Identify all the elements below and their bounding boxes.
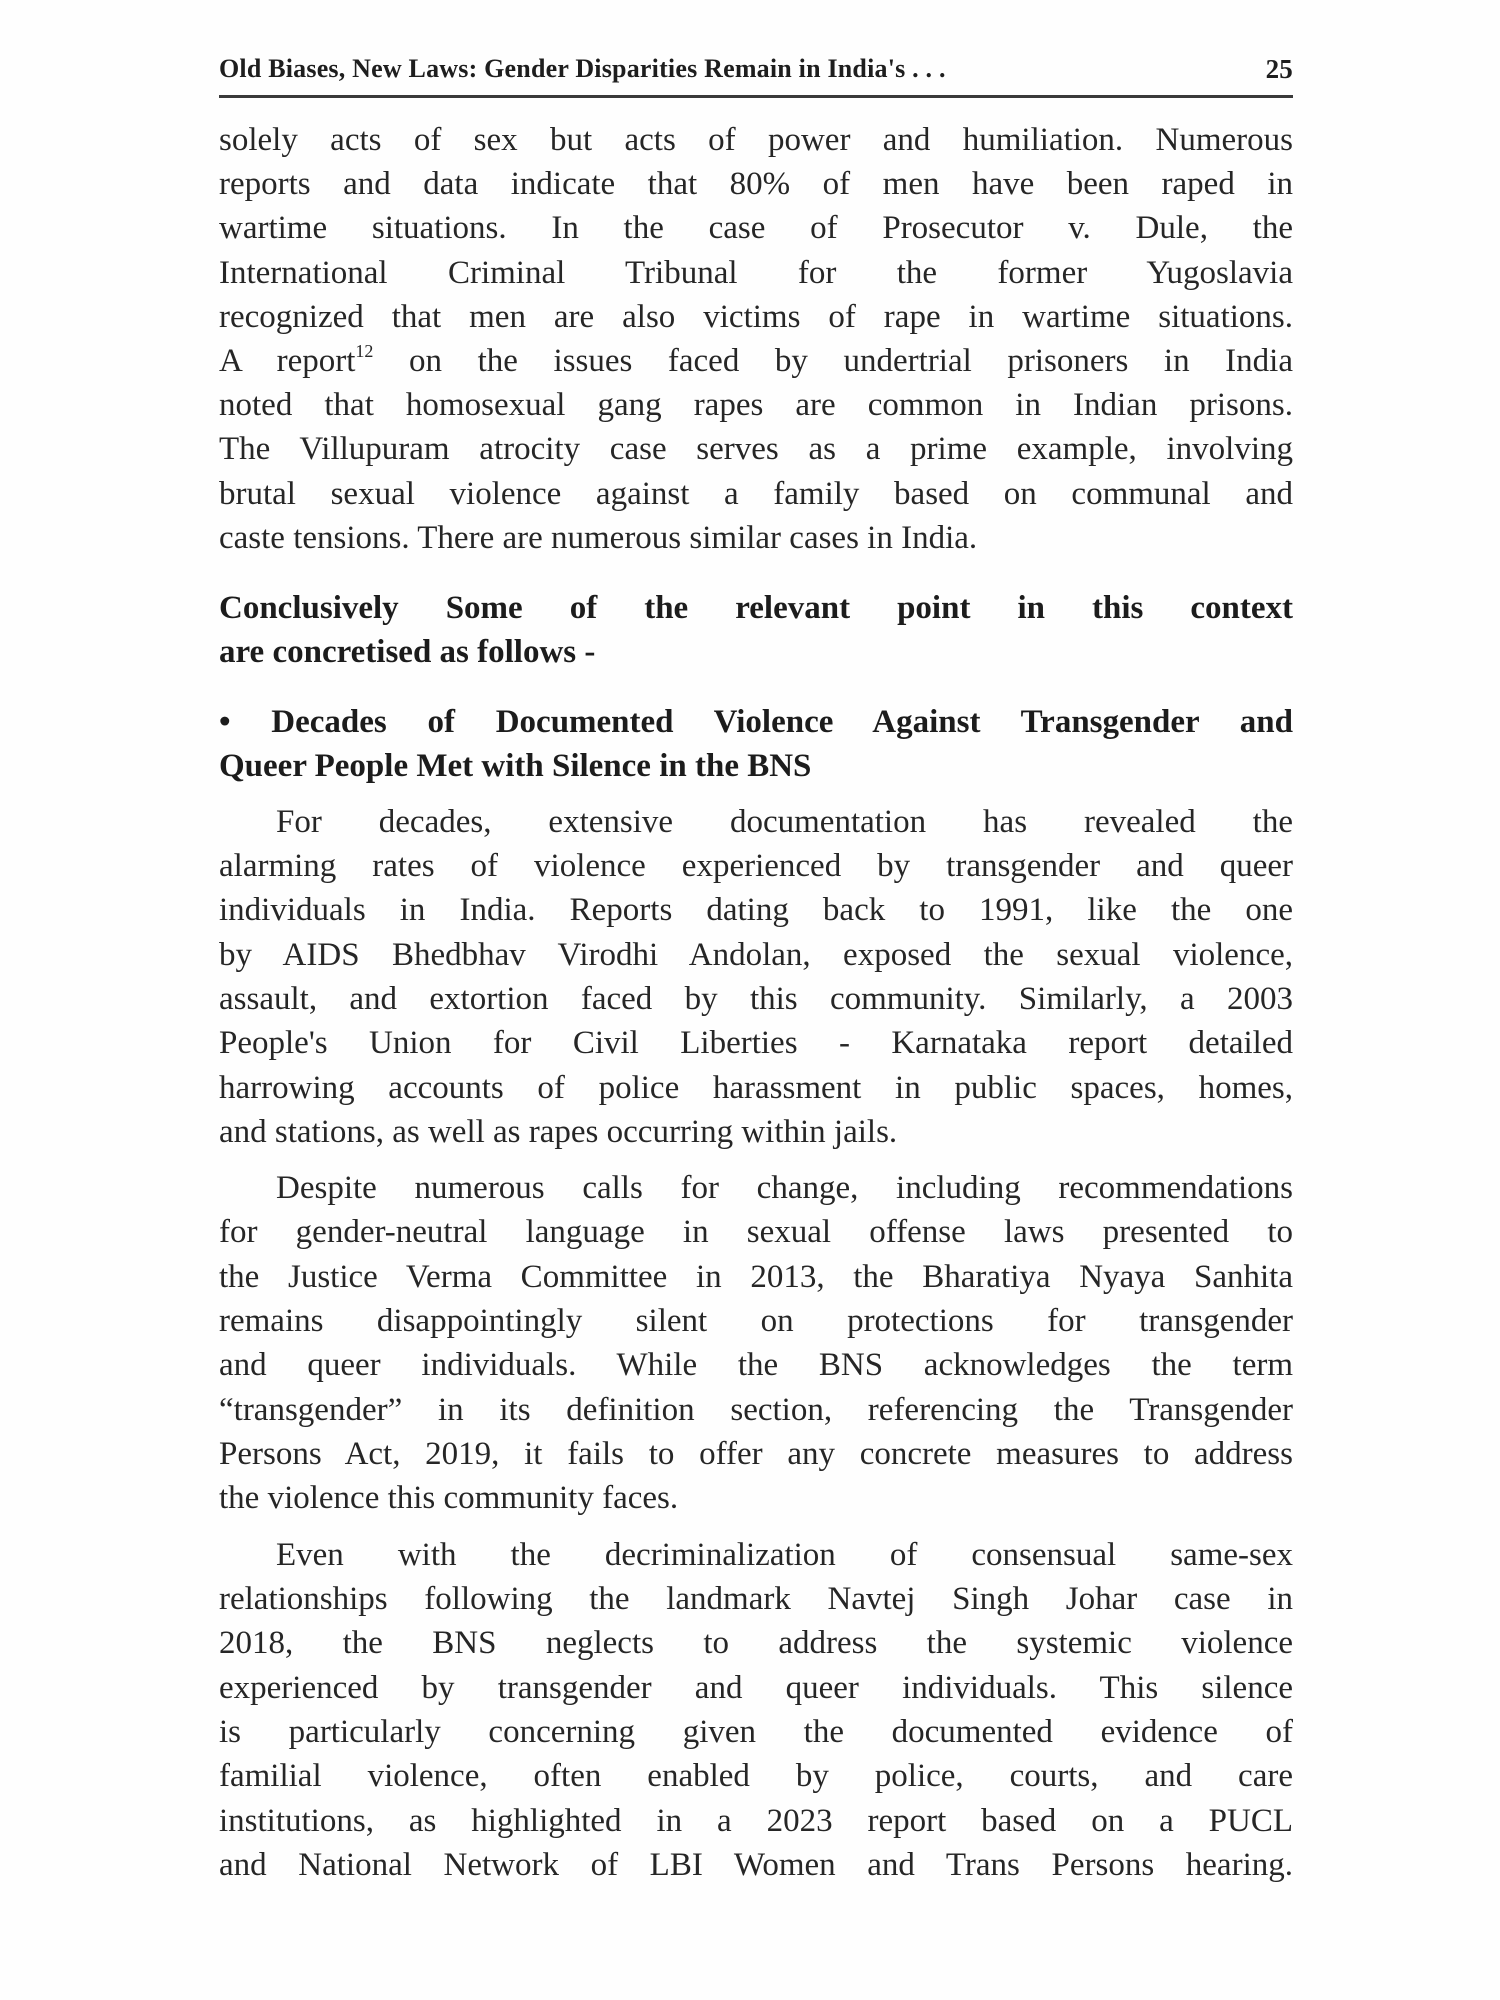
text-line: the violence this community faces.: [219, 1480, 679, 1516]
running-head-title: Old Biases, New Laws: Gender Disparities Remain in India's . . .: [219, 54, 946, 83]
text-line: and stations, as well as rapes occurring within jails.: [219, 1114, 898, 1150]
text-line: 2018, the BNS neglects to address the systemic violence: [219, 1625, 1293, 1661]
text-line: harrowing accounts of police harassment in public spaces, homes,: [219, 1070, 1293, 1106]
text-line: institutions, as highlighted in a 2023 report based on a PUCL: [219, 1803, 1293, 1839]
text-fragment: A report: [219, 343, 356, 379]
heading-line: are concretised as follows -: [219, 634, 596, 670]
text-line: experienced by transgender and queer individuals. This silence: [219, 1670, 1293, 1706]
text-line: assault, and extortion faced by this community. Similarly, a 2003: [219, 981, 1293, 1017]
text-fragment: on the issues faced by undertrial prisoners in India: [408, 343, 1293, 379]
text-line: solely acts of sex but acts of power and humiliation. Numerous: [219, 122, 1293, 158]
text-line: Even with the decriminalization of consensual same-sex: [276, 1537, 1293, 1573]
text-line: recognized that men are also victims of rape in wartime situations.: [219, 299, 1293, 335]
text-line: brutal sexual violence against a family based on communal and: [219, 476, 1293, 512]
text-fragment: Decades of Documented Violence Against Transgender and: [271, 704, 1293, 740]
text-line: The Villupuram atrocity case serves as a prime example, involving: [219, 431, 1293, 467]
text-line: and National Network of LBI Women and Trans Persons hearing.: [219, 1847, 1293, 1883]
text-line: alarming rates of violence experienced by transgender and queer: [219, 848, 1293, 884]
heading-line: Conclusively Some of the relevant point in this context: [219, 590, 1293, 626]
text-line: For decades, extensive documentation has revealed the: [276, 804, 1293, 840]
text-line: People's Union for Civil Liberties - Karnataka report detailed: [219, 1025, 1293, 1061]
text-line: relationships following the landmark Navtej Singh Johar case in: [219, 1581, 1293, 1617]
heading-line: [219, 700, 1293, 744]
running-head: [219, 54, 1293, 88]
heading-line: Queer People Met with Silence in the BNS: [219, 748, 812, 784]
page-number: 25: [1265, 54, 1293, 84]
text-line: International Criminal Tribunal for the former Yugoslavia: [219, 255, 1293, 291]
bullet-icon: •: [219, 704, 231, 740]
text-line: [219, 339, 1293, 383]
text-line: for gender-neutral language in sexual offense laws presented to: [219, 1214, 1293, 1250]
text-line: the Justice Verma Committee in 2013, the Bharatiya Nyaya Sanhita: [219, 1259, 1293, 1295]
header-rule: [219, 95, 1293, 98]
footnote-reference[interactable]: 12: [355, 341, 374, 361]
text-line: Despite numerous calls for change, including recommendations: [276, 1170, 1293, 1206]
text-line: wartime situations. In the case of Prosecutor v. Dule, the: [219, 210, 1293, 246]
text-line: Persons Act, 2019, it fails to offer any concrete measures to address: [219, 1436, 1293, 1472]
text-line: remains disappointingly silent on protections for transgender: [219, 1303, 1293, 1339]
text-line: noted that homosexual gang rapes are common in Indian prisons.: [219, 387, 1293, 423]
text-line: by AIDS Bhedbhav Virodhi Andolan, exposed the sexual violence,: [219, 937, 1293, 973]
text-line: familial violence, often enabled by police, courts, and care: [219, 1758, 1293, 1794]
text-line: is particularly concerning given the documented evidence of: [219, 1714, 1293, 1750]
text-line: individuals in India. Reports dating back to 1991, like the one: [219, 892, 1293, 928]
text-line: “transgender” in its definition section, referencing the Transgender: [219, 1392, 1293, 1428]
text-line: caste tensions. There are numerous similar cases in India.: [219, 520, 978, 556]
text-line: reports and data indicate that 80% of men have been raped in: [219, 166, 1293, 202]
text-line: and queer individuals. While the BNS acknowledges the term: [219, 1347, 1293, 1383]
